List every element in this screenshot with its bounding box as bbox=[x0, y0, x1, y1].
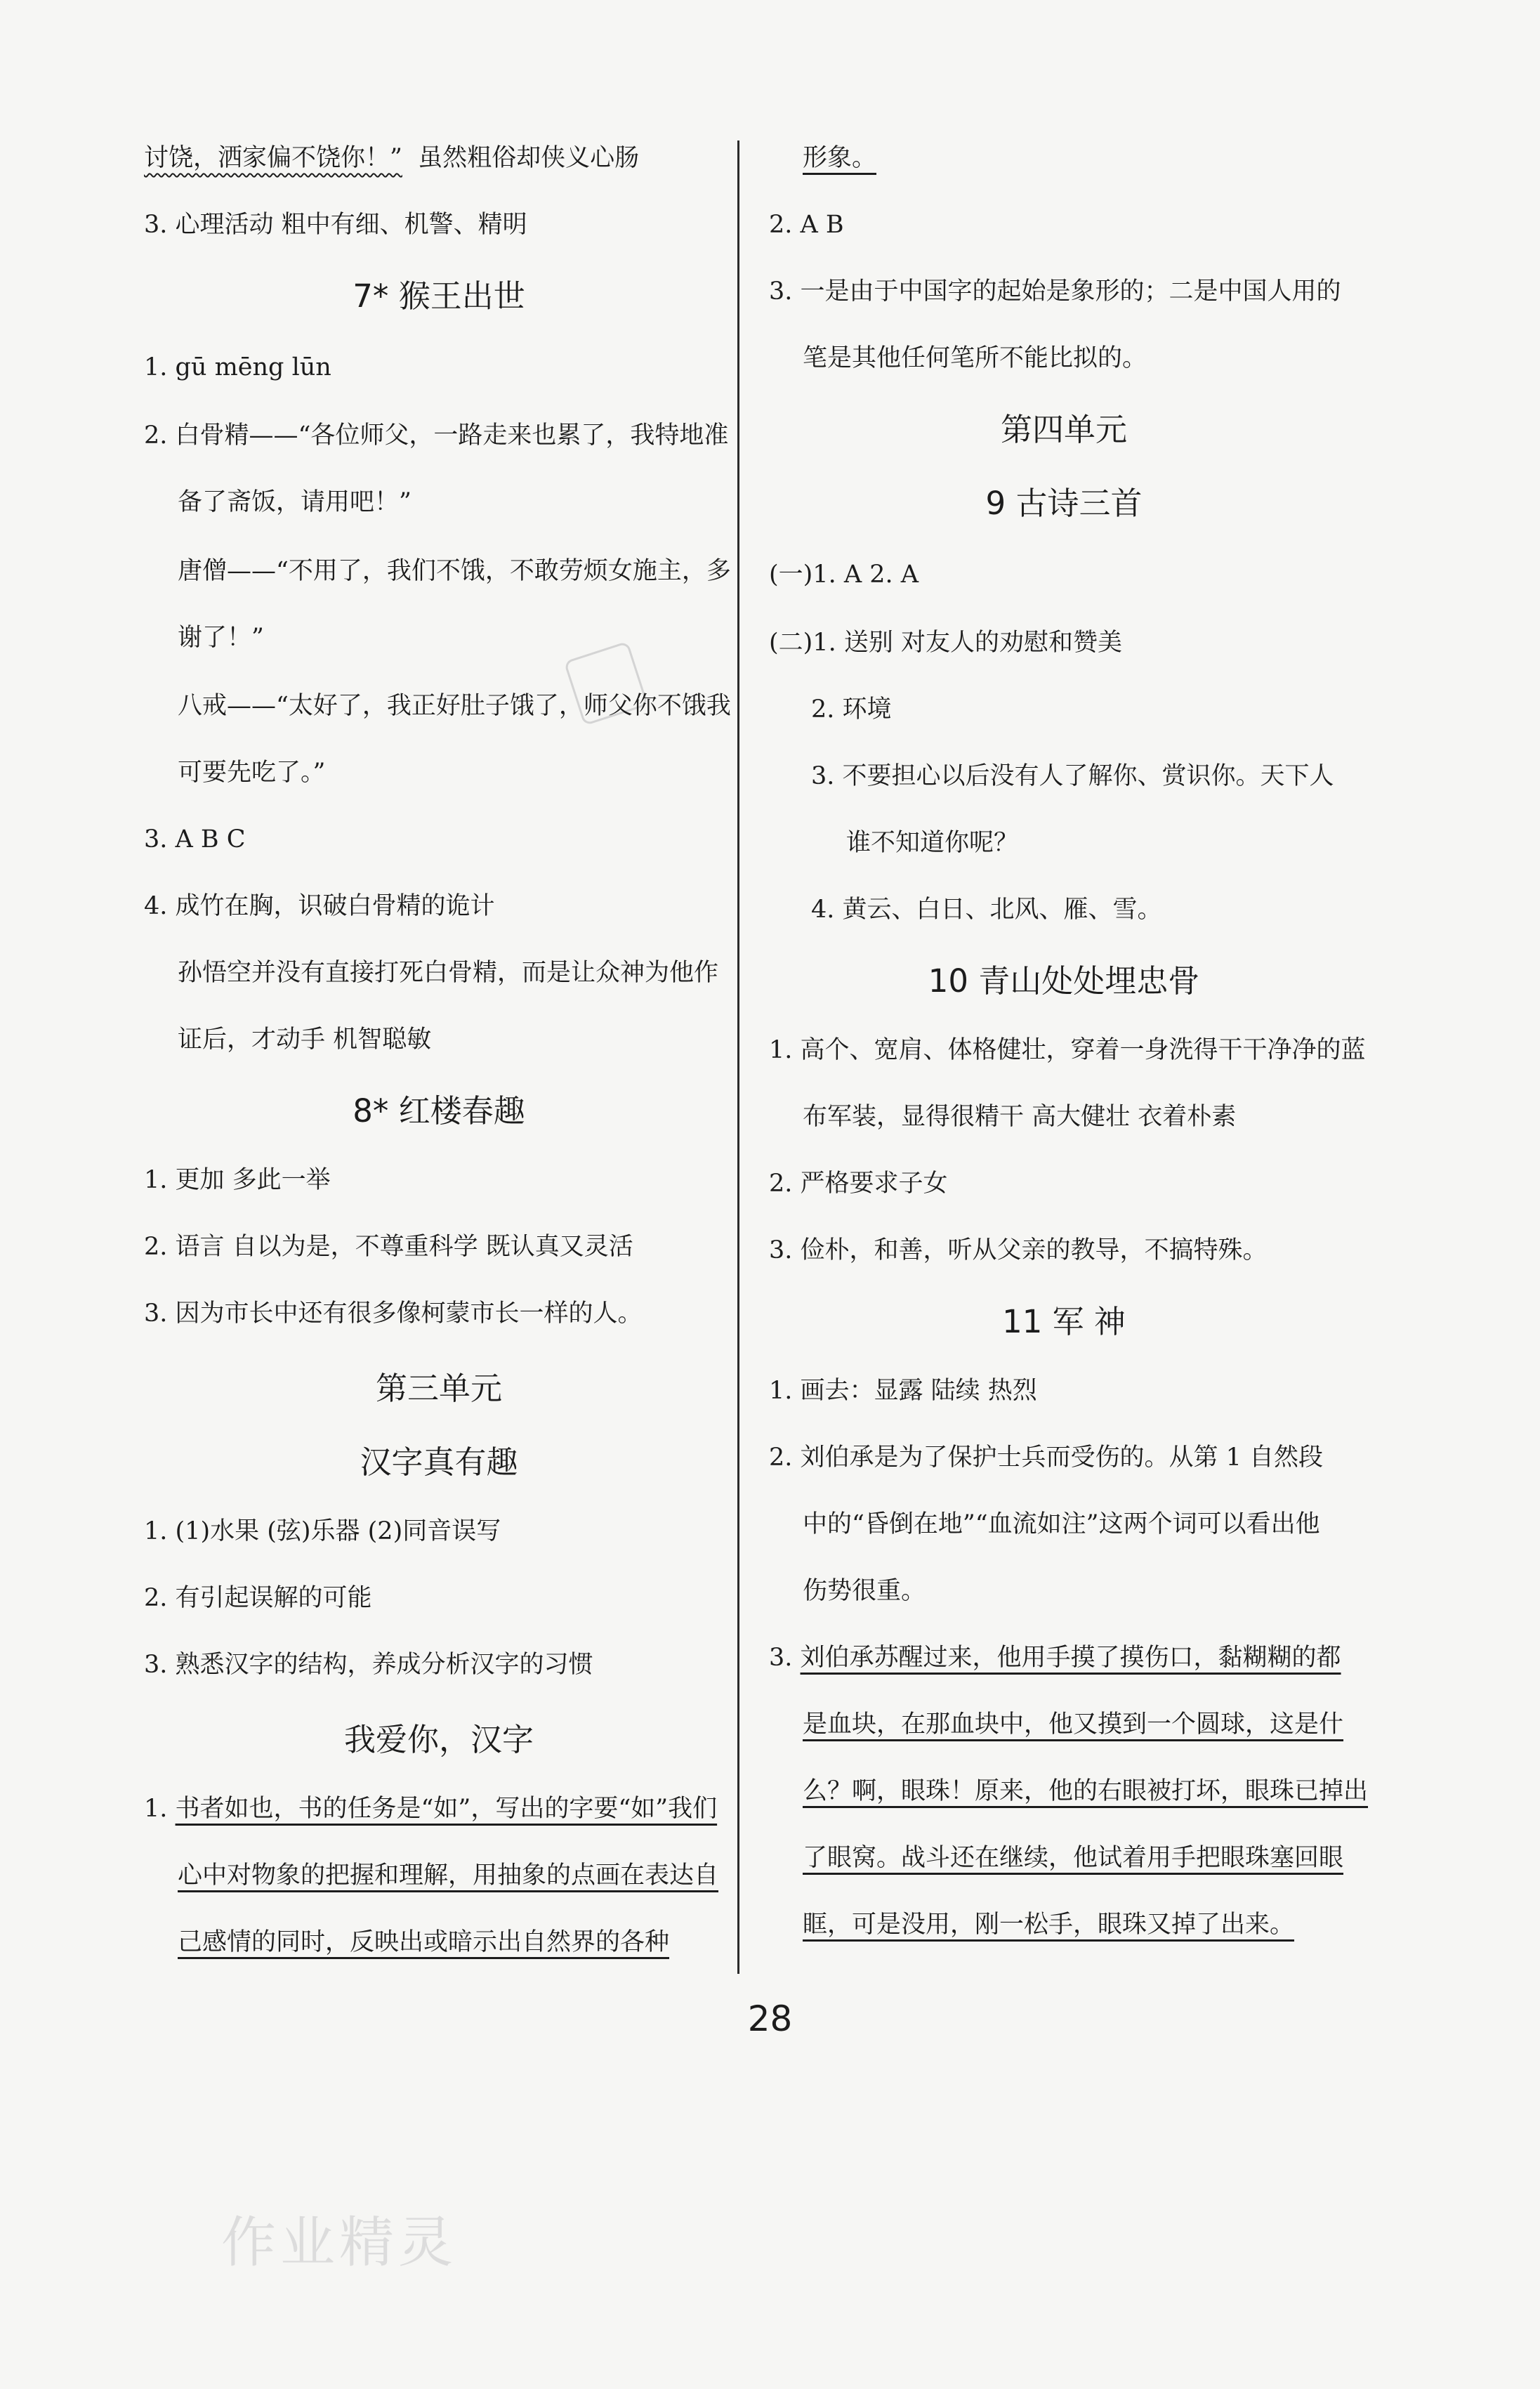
answer-text: 眶，可是没用，刚一松手，眼珠又掉了出来。 bbox=[803, 1911, 1295, 1939]
answer-line bbox=[144, 350, 734, 385]
answer-line bbox=[769, 1907, 1393, 1942]
answer-line bbox=[769, 759, 1401, 794]
section-heading-text: 11 军 神 bbox=[1002, 1303, 1126, 1340]
watermark: 作业精灵 bbox=[221, 2211, 458, 2275]
answer-line bbox=[144, 688, 768, 724]
answer-text: 唐僧——“不用了，我们不饿，不敢劳烦女施主，多 bbox=[178, 557, 731, 585]
section-heading-text: 9 古诗三首 bbox=[985, 485, 1143, 522]
section-heading-text: 10 青山处处埋忠骨 bbox=[928, 962, 1200, 1000]
answer-line bbox=[769, 1099, 1393, 1134]
section-heading-text: 我爱你，汉字 bbox=[343, 1721, 534, 1758]
answer-text: 刘伯承苏醒过来，他用手摸了摸伤口，黏糊糊的都 bbox=[800, 1644, 1341, 1672]
answer-text: 1. (1)水果 (弦)乐器 (2)同音误写 bbox=[144, 1517, 501, 1545]
answer-text: 2. 语言 自以为是，不尊重科学 既认真又灵活 bbox=[144, 1233, 633, 1261]
answer-text: 1. 更加 多此一举 bbox=[144, 1166, 331, 1194]
section-heading bbox=[144, 1436, 734, 1482]
answer-text: 是血块，在那血块中，他又摸到一个圆球，这是什 bbox=[803, 1710, 1344, 1739]
answer-text: 形象。 bbox=[803, 144, 877, 172]
section-heading-text: 汉字真有趣 bbox=[360, 1444, 518, 1481]
answer-line bbox=[769, 1033, 1366, 1068]
answer-text: 书者如也，书的任务是“如”，写出的字要“如”我们 bbox=[175, 1795, 718, 1823]
answer-text: 心中对物象的把握和理解，用抽象的点画在表达自 bbox=[178, 1861, 719, 1890]
answer-line bbox=[769, 1440, 1359, 1475]
answer-text: 笔是其他任何笔所不能比拟的。 bbox=[803, 344, 1147, 372]
answer-line bbox=[769, 1233, 1359, 1268]
answer-line bbox=[769, 1166, 1359, 1201]
column-divider bbox=[737, 140, 739, 1974]
section-heading bbox=[144, 1085, 734, 1131]
answer-line bbox=[144, 1296, 734, 1331]
answer-text: 讨饶，洒家偏不饶你！” bbox=[144, 144, 402, 172]
section-heading bbox=[144, 1363, 734, 1408]
answer-line bbox=[144, 620, 768, 655]
section-heading-text: 7* 猴王出世 bbox=[353, 277, 525, 315]
answer-text: 2. 有引起误解的可能 bbox=[144, 1584, 372, 1612]
answer-text: 3. 不要担心以后没有人了解你、赏识你。天下人 bbox=[811, 762, 1334, 790]
answer-line bbox=[769, 140, 1393, 176]
answer-line bbox=[144, 554, 768, 589]
answer-line bbox=[769, 1507, 1393, 1542]
answer-text: 2. 白骨精——“各位师父，一路走来也累了，我特地准 bbox=[144, 421, 729, 450]
answer-line bbox=[769, 207, 1359, 242]
answer-text: 3. 因为市长中还有很多像柯蒙市长一样的人。 bbox=[144, 1300, 643, 1328]
answer-line bbox=[144, 955, 768, 990]
answer-line bbox=[769, 892, 1401, 927]
answer-text: 了眼窝。战斗还在继续，他试着用手把眼珠塞回眼 bbox=[803, 1844, 1344, 1872]
answer-text: 2. 严格要求子女 bbox=[769, 1170, 948, 1198]
answer-text: 3. 心理活动 粗中有细、机警、精明 bbox=[144, 211, 527, 239]
section-heading bbox=[769, 404, 1359, 450]
answer-line bbox=[769, 625, 1359, 660]
answer-line bbox=[769, 1774, 1393, 1809]
answer-line bbox=[144, 1925, 768, 1960]
answer-line bbox=[144, 822, 734, 857]
answer-line bbox=[144, 418, 734, 453]
answer-line bbox=[769, 1840, 1393, 1876]
answer-line bbox=[144, 1580, 734, 1616]
answer-text: 3. 熟悉汉字的结构，养成分析汉字的习惯 bbox=[144, 1651, 593, 1679]
answer-line bbox=[769, 825, 1436, 860]
item-number: 3. bbox=[769, 1644, 801, 1672]
answer-text: 1. 高个、宽肩、体格健壮，穿着一身洗得干干净净的蓝 bbox=[769, 1036, 1366, 1064]
answer-line bbox=[769, 274, 1359, 309]
answer-line bbox=[144, 1229, 734, 1264]
answer-line bbox=[144, 207, 734, 242]
section-heading bbox=[769, 955, 1359, 1001]
section-heading-text: 第四单元 bbox=[1000, 411, 1127, 448]
section-heading bbox=[769, 478, 1359, 523]
answer-text: 可要先吃了。” bbox=[178, 759, 326, 787]
answer-line bbox=[144, 1647, 734, 1682]
answer-line bbox=[769, 557, 1359, 592]
answer-text: 1. 画去：显露 陆续 热烈 bbox=[769, 1377, 1037, 1405]
answer-line bbox=[769, 1707, 1393, 1742]
answer-text: 谁不知道你呢？ bbox=[846, 829, 1019, 857]
answer-text: 伤势很重。 bbox=[803, 1577, 926, 1605]
answer-text: 备了斋饭，请用吧！” bbox=[178, 488, 412, 516]
answer-text: 么？啊，眼珠！原来，他的右眼被打坏，眼珠已掉出 bbox=[803, 1777, 1369, 1805]
answer-line bbox=[144, 1858, 768, 1893]
answer-text: 3. 一是由于中国字的起始是象形的；二是中国人用的 bbox=[769, 277, 1341, 306]
answer-text: 中的“昏倒在地”“血流如注”这两个词可以看出他 bbox=[803, 1510, 1320, 1538]
answer-line bbox=[144, 485, 768, 520]
answer-line bbox=[769, 341, 1393, 376]
answer-line bbox=[144, 755, 768, 790]
answer-line bbox=[144, 140, 734, 176]
answer-text: 2. A B bbox=[769, 211, 844, 239]
answer-text: 布军装，显得很精干 高大健壮 衣着朴素 bbox=[803, 1103, 1237, 1131]
answer-text: 2. 环境 bbox=[811, 695, 892, 724]
answer-text: 3. A B C bbox=[144, 825, 246, 853]
answer-line bbox=[144, 1514, 734, 1549]
item-number: 1. bbox=[144, 1795, 176, 1823]
answer-text: 孙悟空并没有直接打死白骨精，而是让众神为他作 bbox=[178, 959, 719, 987]
answer-text: 2. 刘伯承是为了保护士兵而受伤的。从第 1 自然段 bbox=[769, 1444, 1324, 1472]
answer-suffix: 虽然粗俗却侠义心肠 bbox=[402, 144, 640, 172]
answer-text: 4. 黄云、白日、北风、雁、雪。 bbox=[811, 896, 1162, 924]
answer-text: 谢了！” bbox=[178, 624, 264, 652]
answer-line bbox=[769, 1373, 1359, 1408]
answer-text: 八戒——“太好了，我正好肚子饿了，师父你不饿我 bbox=[178, 692, 731, 720]
answer-line bbox=[769, 1640, 1359, 1675]
page-number: 28 bbox=[747, 1998, 793, 2039]
answer-text: 1. gū mēng lūn bbox=[144, 353, 331, 381]
answer-line bbox=[769, 692, 1401, 727]
answer-text: 己感情的同时，反映出或暗示出自然界的各种 bbox=[178, 1928, 670, 1956]
answer-text: 3. 俭朴，和善，听从父亲的教导，不搞特殊。 bbox=[769, 1236, 1268, 1264]
section-heading bbox=[769, 1296, 1359, 1342]
section-heading bbox=[144, 1714, 734, 1760]
answer-line bbox=[144, 889, 734, 924]
answer-line bbox=[769, 1573, 1393, 1609]
section-heading-text: 第三单元 bbox=[375, 1370, 502, 1407]
answer-text: (二)1. 送别 对友人的劝慰和赞美 bbox=[769, 629, 1122, 657]
answer-line bbox=[144, 1791, 734, 1826]
answer-line bbox=[144, 1163, 734, 1198]
section-heading-text: 8* 红楼春趣 bbox=[353, 1092, 525, 1130]
answer-text: 证后，才动手 机智聪敏 bbox=[178, 1026, 432, 1054]
section-heading bbox=[144, 270, 734, 316]
answer-text: 4. 成竹在胸，识破白骨精的诡计 bbox=[144, 892, 495, 920]
answer-text: (一)1. A 2. A bbox=[769, 561, 919, 589]
answer-line bbox=[144, 1022, 768, 1057]
